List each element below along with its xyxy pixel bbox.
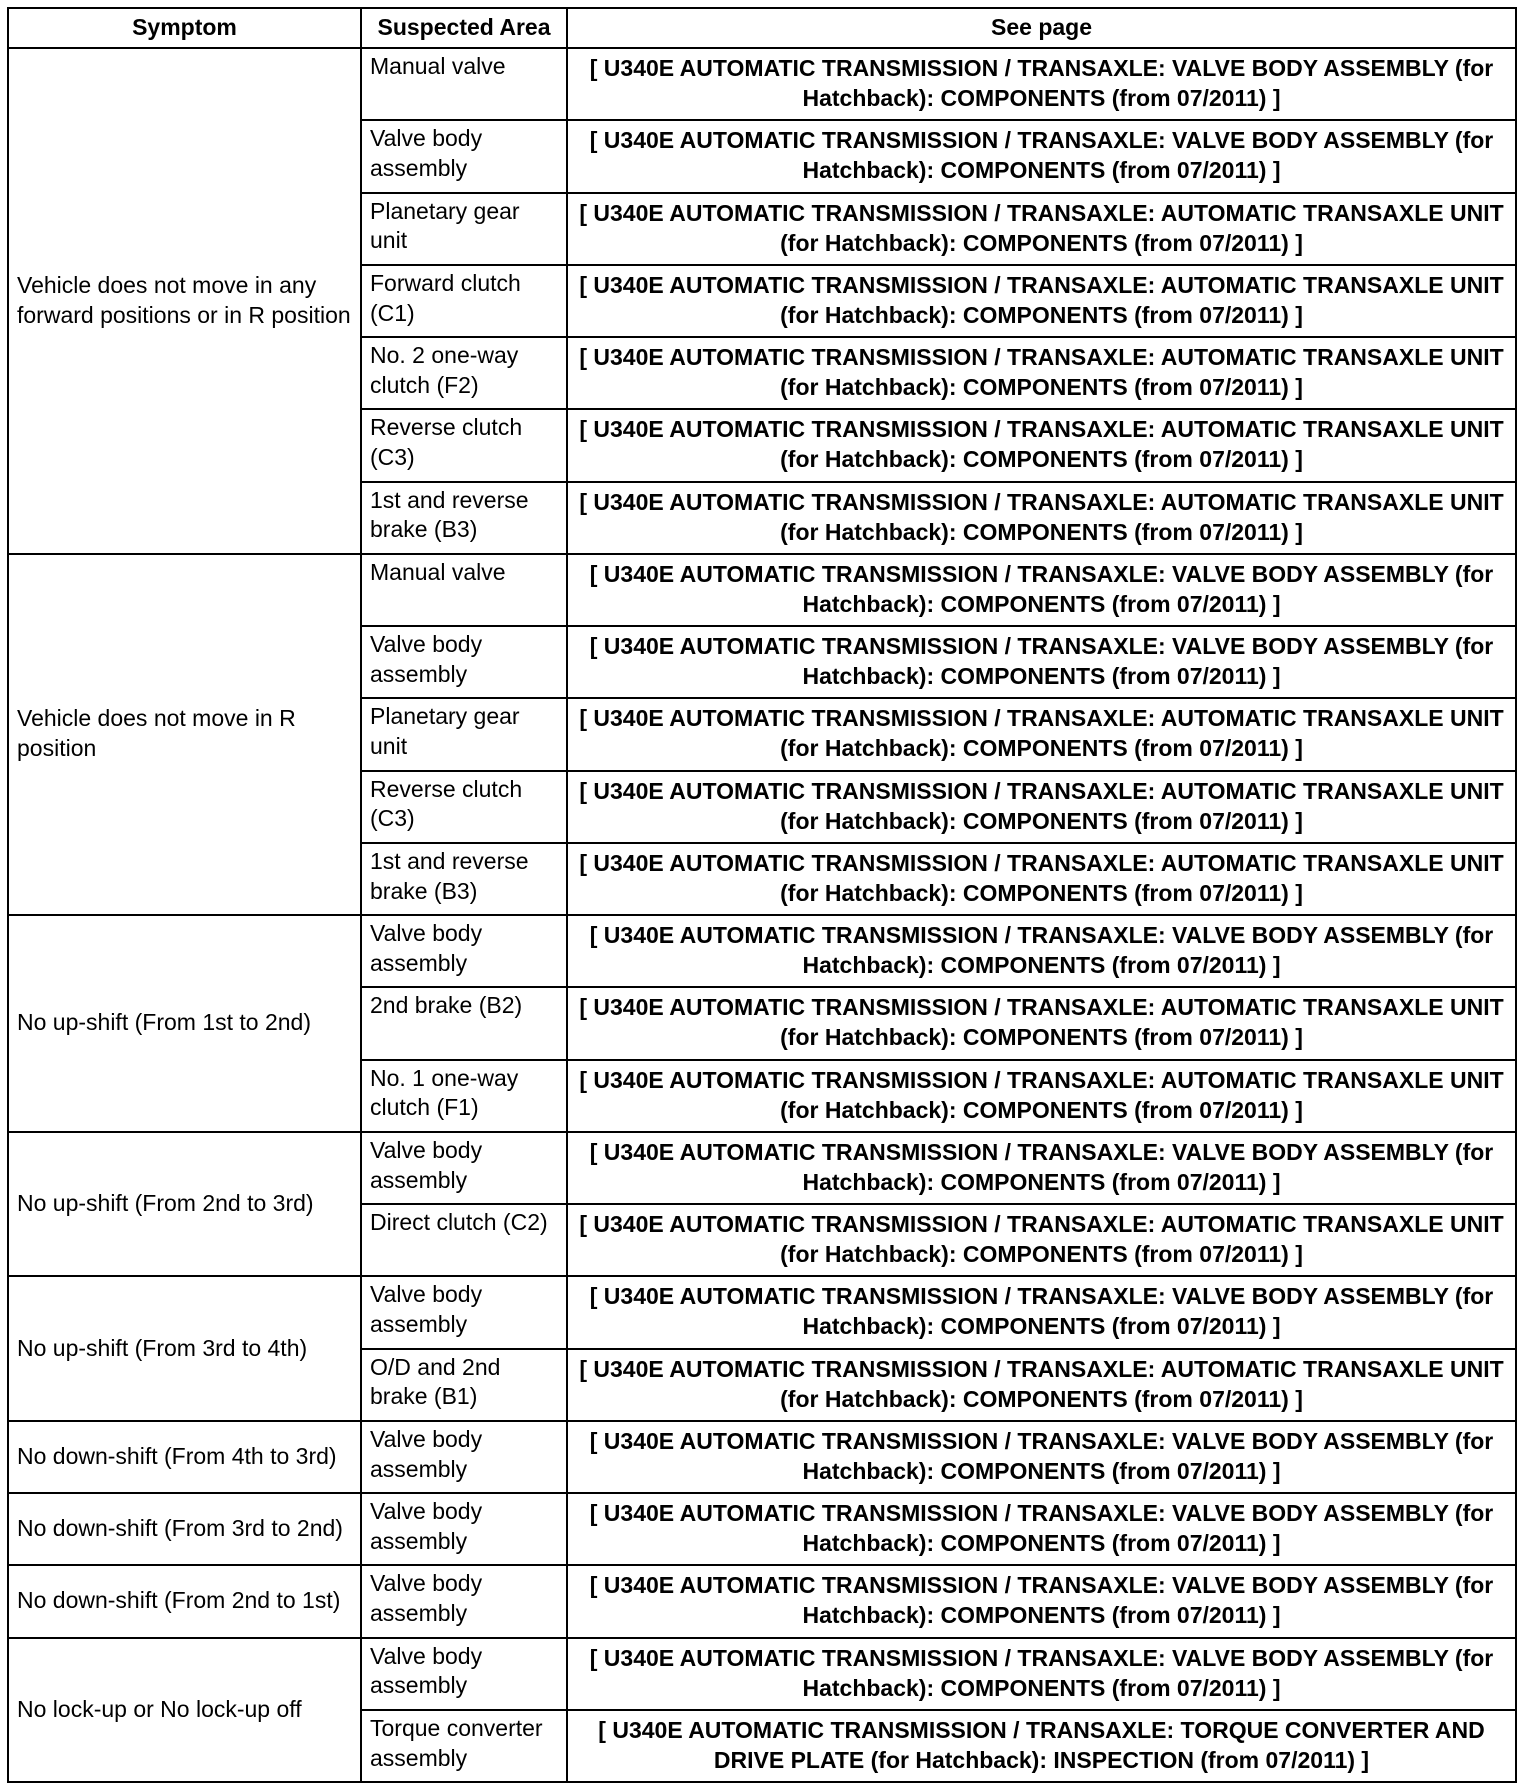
see-page-reference[interactable]: [ U340E AUTOMATIC TRANSMISSION / TRANSAXLE: AUTOMATIC TRANSAXLE UNIT (for Hatchback): COMPONENTS (from 07/2011) ] [567, 1204, 1516, 1276]
see-page-reference[interactable]: [ U340E AUTOMATIC TRANSMISSION / TRANSAXLE: AUTOMATIC TRANSAXLE UNIT (for Hatchback): COMPONENTS (from 07/2011) ] [567, 698, 1516, 770]
symptom-cell: No down-shift (From 2nd to 1st) [8, 1565, 361, 1637]
suspected-area-cell: Valve body assembly [361, 1493, 567, 1565]
suspected-area-cell: Planetary gear unit [361, 698, 567, 770]
see-page-reference[interactable]: [ U340E AUTOMATIC TRANSMISSION / TRANSAXLE: VALVE BODY ASSEMBLY (for Hatchback): COMPONENTS (from 07/2011) ] [567, 1493, 1516, 1565]
suspected-area-cell: Valve body assembly [361, 1421, 567, 1493]
see-page-reference[interactable]: [ U340E AUTOMATIC TRANSMISSION / TRANSAXLE: VALVE BODY ASSEMBLY (for Hatchback): COMPONENTS (from 07/2011) ] [567, 48, 1516, 120]
symptom-cell: No up-shift (From 1st to 2nd) [8, 915, 361, 1132]
table-row [8, 1132, 1516, 1204]
table-row [8, 1493, 1516, 1565]
suspected-area-cell: 1st and reverse brake (B3) [361, 843, 567, 915]
suspected-area-cell: Manual valve [361, 554, 567, 626]
table-body [8, 48, 1516, 1782]
suspected-area-cell: Valve body assembly [361, 1276, 567, 1348]
suspected-area-cell: Torque converter assembly [361, 1710, 567, 1782]
suspected-area-cell: 1st and reverse brake (B3) [361, 482, 567, 554]
see-page-reference[interactable]: [ U340E AUTOMATIC TRANSMISSION / TRANSAXLE: VALVE BODY ASSEMBLY (for Hatchback): COMPONENTS (from 07/2011) ] [567, 120, 1516, 192]
see-page-reference[interactable]: [ U340E AUTOMATIC TRANSMISSION / TRANSAXLE: VALVE BODY ASSEMBLY (for Hatchback): COMPONENTS (from 07/2011) ] [567, 1276, 1516, 1348]
see-page-reference[interactable]: [ U340E AUTOMATIC TRANSMISSION / TRANSAXLE: VALVE BODY ASSEMBLY (for Hatchback): COMPONENTS (from 07/2011) ] [567, 915, 1516, 987]
symptom-table [7, 7, 1517, 1783]
suspected-area-cell: Valve body assembly [361, 120, 567, 192]
see-page-reference[interactable]: [ U340E AUTOMATIC TRANSMISSION / TRANSAXLE: AUTOMATIC TRANSAXLE UNIT (for Hatchback): COMPONENTS (from 07/2011) ] [567, 1060, 1516, 1132]
see-page-reference[interactable]: [ U340E AUTOMATIC TRANSMISSION / TRANSAXLE: AUTOMATIC TRANSAXLE UNIT (for Hatchback): COMPONENTS (from 07/2011) ] [567, 987, 1516, 1059]
suspected-area-cell: Reverse clutch (C3) [361, 771, 567, 843]
suspected-area-cell: Valve body assembly [361, 626, 567, 698]
see-page-reference[interactable]: [ U340E AUTOMATIC TRANSMISSION / TRANSAXLE: AUTOMATIC TRANSAXLE UNIT (for Hatchback): COMPONENTS (from 07/2011) ] [567, 409, 1516, 481]
table-row [8, 1565, 1516, 1637]
header-row [8, 8, 1516, 48]
see-page-reference[interactable]: [ U340E AUTOMATIC TRANSMISSION / TRANSAXLE: VALVE BODY ASSEMBLY (for Hatchback): COMPONENTS (from 07/2011) ] [567, 1638, 1516, 1710]
see-page-reference[interactable]: [ U340E AUTOMATIC TRANSMISSION / TRANSAXLE: VALVE BODY ASSEMBLY (for Hatchback): COMPONENTS (from 07/2011) ] [567, 1132, 1516, 1204]
see-page-reference[interactable]: [ U340E AUTOMATIC TRANSMISSION / TRANSAXLE: AUTOMATIC TRANSAXLE UNIT (for Hatchback): COMPONENTS (from 07/2011) ] [567, 265, 1516, 337]
suspected-area-cell: No. 2 one-way clutch (F2) [361, 337, 567, 409]
symptom-cell: Vehicle does not move in any forward positions or in R position [8, 48, 361, 554]
suspected-area-cell: Direct clutch (C2) [361, 1204, 567, 1276]
see-page-reference[interactable]: [ U340E AUTOMATIC TRANSMISSION / TRANSAXLE: VALVE BODY ASSEMBLY (for Hatchback): COMPONENTS (from 07/2011) ] [567, 626, 1516, 698]
suspected-area-cell: Valve body assembly [361, 915, 567, 987]
suspected-area-cell: Planetary gear unit [361, 193, 567, 265]
see-page-reference[interactable]: [ U340E AUTOMATIC TRANSMISSION / TRANSAXLE: TORQUE CONVERTER AND DRIVE PLATE (for Hatchback): INSPECTION (from 07/2011) ] [567, 1710, 1516, 1782]
symptom-cell: No lock-up or No lock-up off [8, 1638, 361, 1783]
table-row [8, 1638, 1516, 1710]
suspected-area-cell: Forward clutch (C1) [361, 265, 567, 337]
table-row [8, 48, 1516, 120]
symptom-cell: No up-shift (From 2nd to 3rd) [8, 1132, 361, 1277]
see-page-reference[interactable]: [ U340E AUTOMATIC TRANSMISSION / TRANSAXLE: VALVE BODY ASSEMBLY (for Hatchback): COMPONENTS (from 07/2011) ] [567, 1565, 1516, 1637]
table-row [8, 1276, 1516, 1348]
table-row [8, 915, 1516, 987]
symptom-cell: No up-shift (From 3rd to 4th) [8, 1276, 361, 1421]
see-page-reference[interactable]: [ U340E AUTOMATIC TRANSMISSION / TRANSAXLE: AUTOMATIC TRANSAXLE UNIT (for Hatchback): COMPONENTS (from 07/2011) ] [567, 337, 1516, 409]
see-page-reference[interactable]: [ U340E AUTOMATIC TRANSMISSION / TRANSAXLE: AUTOMATIC TRANSAXLE UNIT (for Hatchback): COMPONENTS (from 07/2011) ] [567, 482, 1516, 554]
suspected-area-cell: 2nd brake (B2) [361, 987, 567, 1059]
symptom-cell: No down-shift (From 3rd to 2nd) [8, 1493, 361, 1565]
suspected-area-cell: Manual valve [361, 48, 567, 120]
symptom-cell: Vehicle does not move in R position [8, 554, 361, 915]
header-suspected-area: Suspected Area [361, 8, 567, 48]
see-page-reference[interactable]: [ U340E AUTOMATIC TRANSMISSION / TRANSAXLE: AUTOMATIC TRANSAXLE UNIT (for Hatchback): COMPONENTS (from 07/2011) ] [567, 843, 1516, 915]
see-page-reference[interactable]: [ U340E AUTOMATIC TRANSMISSION / TRANSAXLE: AUTOMATIC TRANSAXLE UNIT (for Hatchback): COMPONENTS (from 07/2011) ] [567, 193, 1516, 265]
see-page-reference[interactable]: [ U340E AUTOMATIC TRANSMISSION / TRANSAXLE: VALVE BODY ASSEMBLY (for Hatchback): COMPONENTS (from 07/2011) ] [567, 554, 1516, 626]
suspected-area-cell: No. 1 one-way clutch (F1) [361, 1060, 567, 1132]
header-see-page: See page [567, 8, 1516, 48]
suspected-area-cell: Reverse clutch (C3) [361, 409, 567, 481]
header-symptom: Symptom [8, 8, 361, 48]
symptom-cell: No down-shift (From 4th to 3rd) [8, 1421, 361, 1493]
suspected-area-cell: Valve body assembly [361, 1132, 567, 1204]
suspected-area-cell: Valve body assembly [361, 1565, 567, 1637]
see-page-reference[interactable]: [ U340E AUTOMATIC TRANSMISSION / TRANSAXLE: AUTOMATIC TRANSAXLE UNIT (for Hatchback): COMPONENTS (from 07/2011) ] [567, 771, 1516, 843]
see-page-reference[interactable]: [ U340E AUTOMATIC TRANSMISSION / TRANSAXLE: AUTOMATIC TRANSAXLE UNIT (for Hatchback): COMPONENTS (from 07/2011) ] [567, 1349, 1516, 1421]
table-row [8, 1421, 1516, 1493]
suspected-area-cell: Valve body assembly [361, 1638, 567, 1710]
table-row [8, 554, 1516, 626]
suspected-area-cell: O/D and 2nd brake (B1) [361, 1349, 567, 1421]
see-page-reference[interactable]: [ U340E AUTOMATIC TRANSMISSION / TRANSAXLE: VALVE BODY ASSEMBLY (for Hatchback): COMPONENTS (from 07/2011) ] [567, 1421, 1516, 1493]
